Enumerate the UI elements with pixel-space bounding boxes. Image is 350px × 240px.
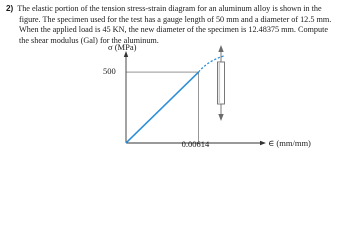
x-axis-arrow xyxy=(260,141,266,145)
x-tick-label: 0.00614 xyxy=(181,139,210,149)
x-axis-label: ∈ (mm/mm) xyxy=(268,138,311,148)
y-axis-label: σ (MPa) xyxy=(108,42,137,52)
problem-line-2: figure. The specimen used for the test has a gauge length of 50 mm and a diameter of 12.5 mm. xyxy=(19,14,332,24)
problem-number: 2) xyxy=(6,4,14,13)
problem-line-3: When the applied load is 45 KN, the new diameter of the specimen is 12.48375 mm. Compute xyxy=(19,25,329,35)
problem-line-1: 2) The elastic portion of the tension stress-strain diagram for an aluminum alloy is shown in the xyxy=(6,4,322,13)
elastic-line xyxy=(126,72,199,143)
problem-line-4: the shear modulus (Gal) for the aluminum. xyxy=(19,35,159,45)
y-tick-label: 500 xyxy=(103,66,116,77)
